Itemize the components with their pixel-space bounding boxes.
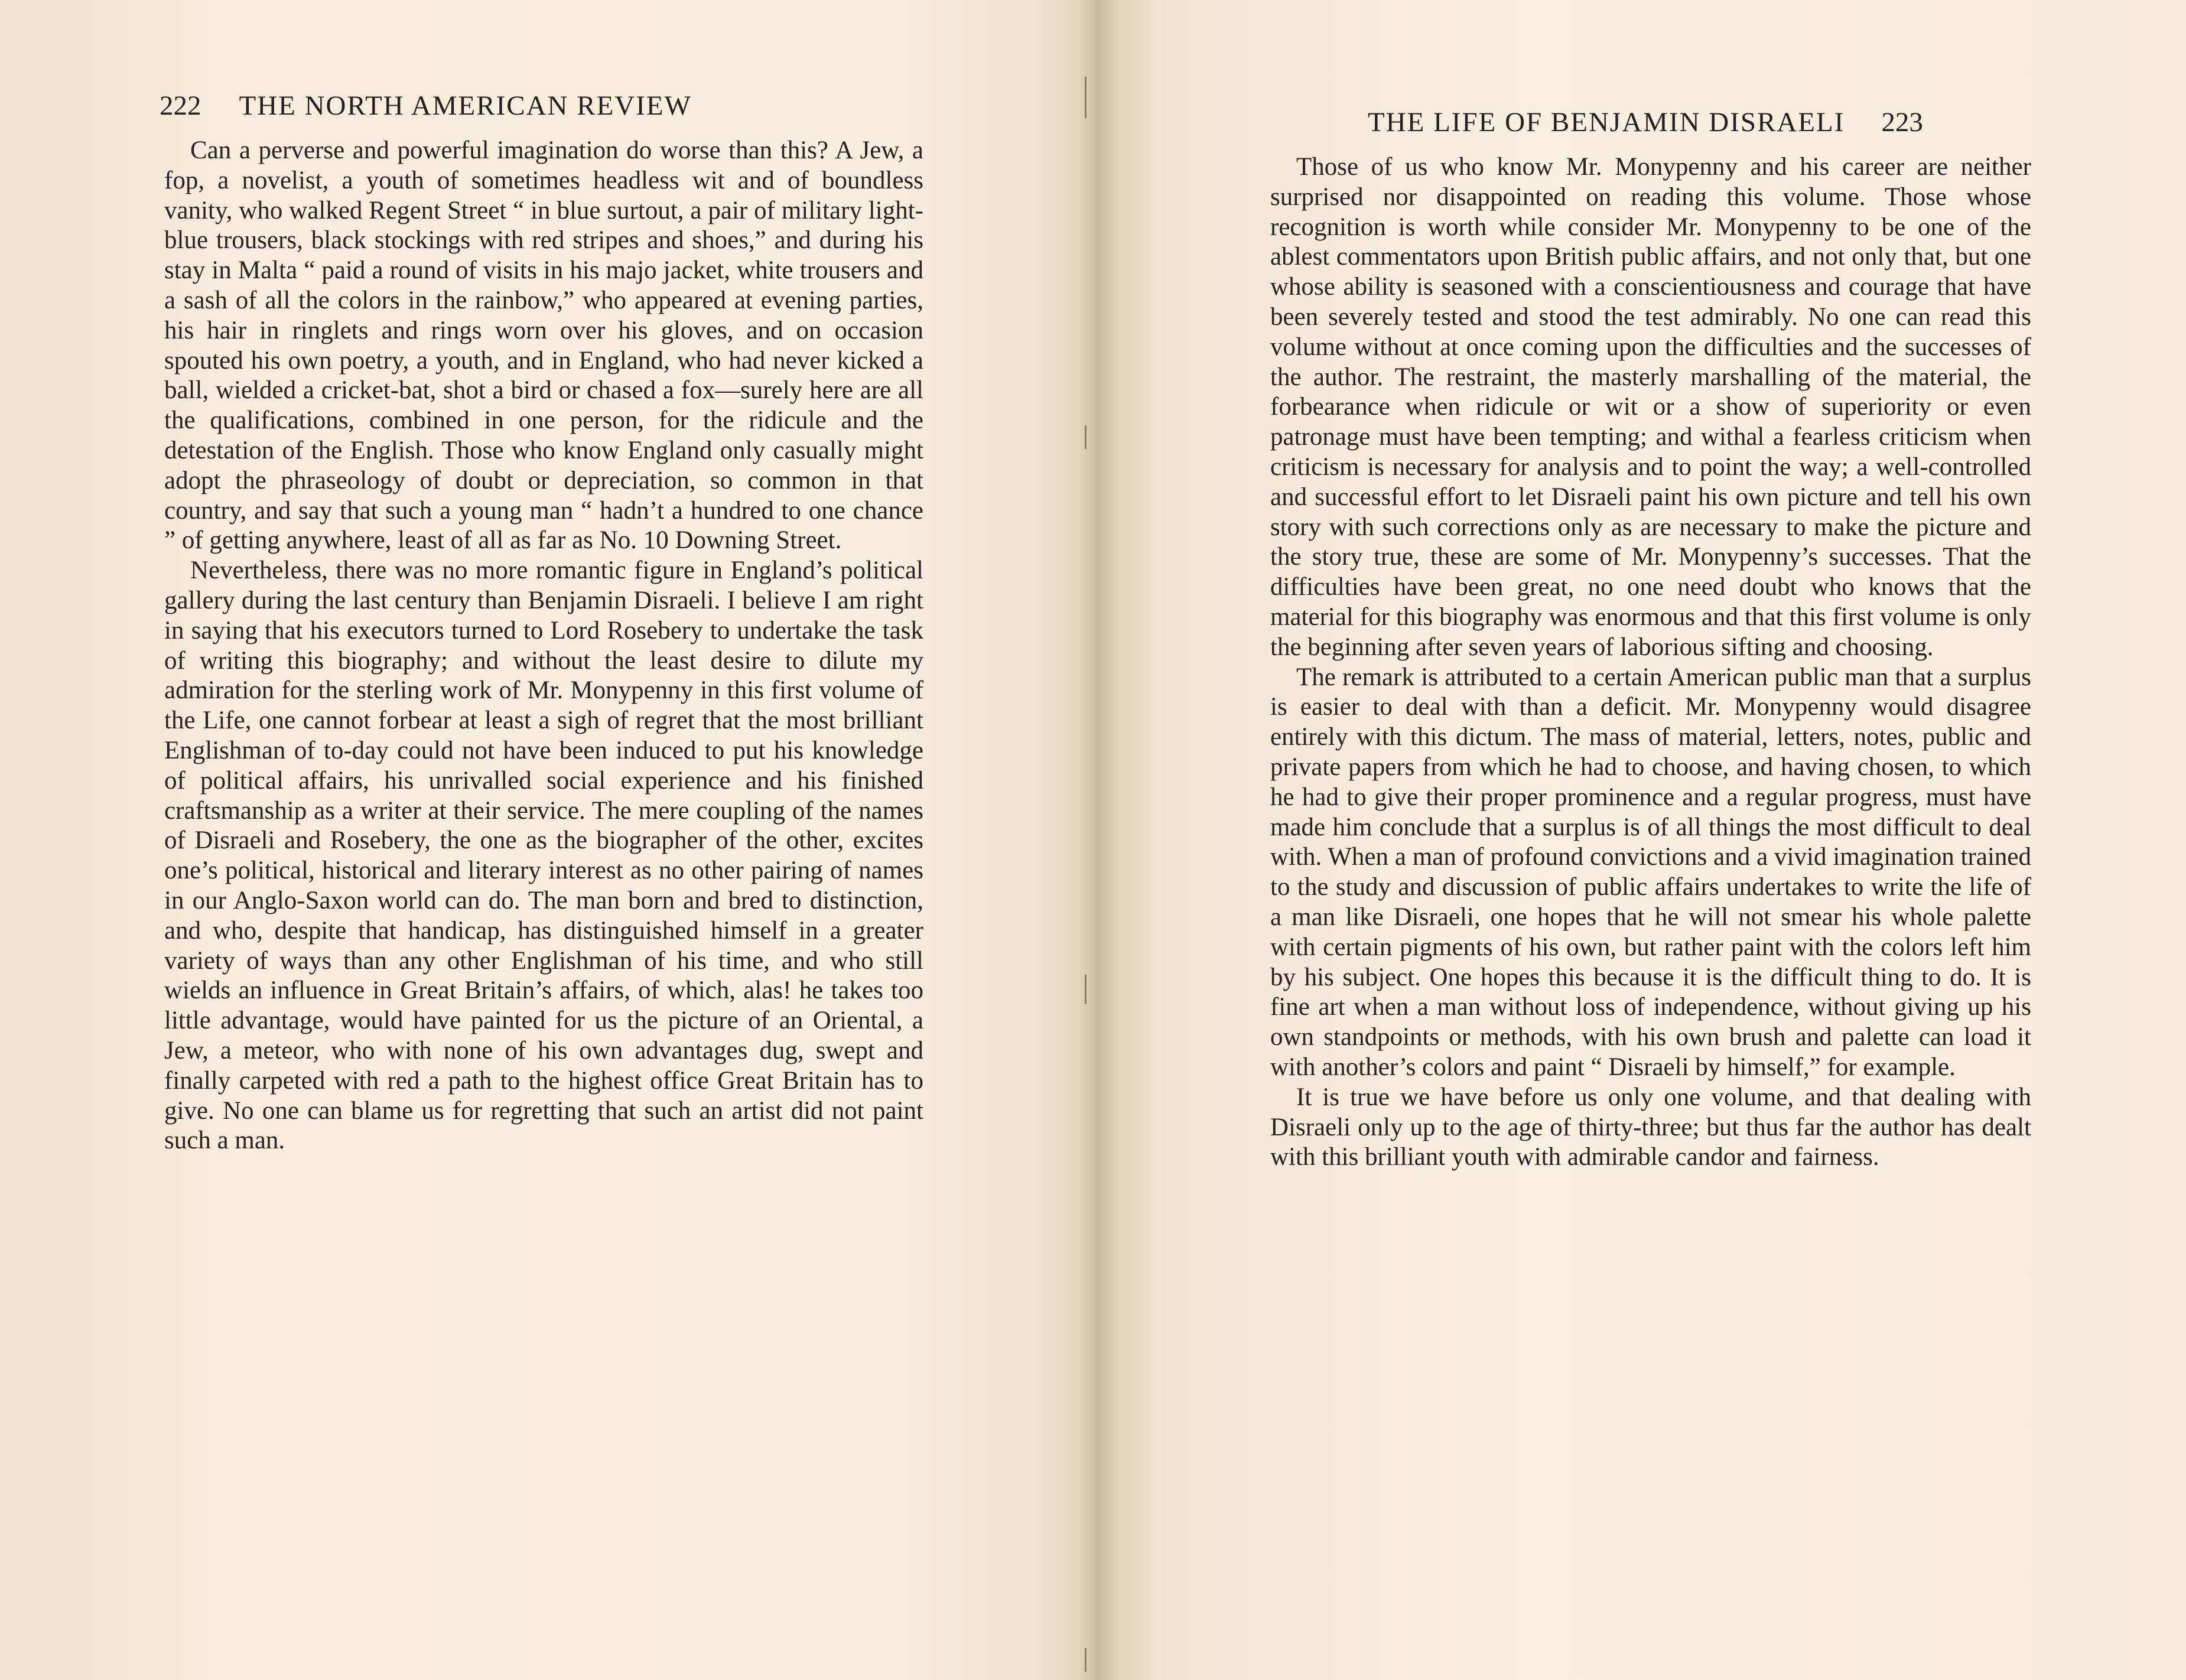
running-head-left bbox=[160, 90, 692, 122]
paragraph: Can a perverse and powerful imagination do worse than this? A Jew, a fop, a novelist, a youth of sometimes headless wit and of boundless vanity, who walked Regent Street “ in blue surtout, a pair of military light-blue trousers, black stockings with red stripes and shoes,” and during his stay in Malta “ paid a round of visits in his majo jacket, white trousers and a sash of all the colors in the rainbow,” who appeared at evening parties, his hair in ringlets and rings worn over his gloves, and on occasion spouted his own poetry, a youth, and in England, who had never kicked a ball, wielded a cricket-bat, shot a bird or chased a fox—surely here are all the qualifications, combined in one person, for the ridicule and the detestation of the English. Those who know England only casually might adopt the phraseology of doubt or depreciation, so common in that country, and say that such a young man “ hadn’t a hundred to one chance ” of getting anywhere, least of all as far as No. 10 Downing Street. bbox=[164, 136, 923, 555]
paragraph: It is true we have before us only one volume, and that dealing with Disraeli only up to the age of thirty-three; but thus far the author has dealt with this brilliant youth with admirable candor and fairness. bbox=[1270, 1083, 2031, 1171]
paragraph: Those of us who know Mr. Monypenny and his career are neither surprised nor disappointed on reading this volume. Those whose recognition is worth while consider Mr. Monypenny to be one of the ablest commentators upon British public affairs, and not only that, but one whose ability is seasoned with a conscientiousness and courage that have been severely tested and stood the test admirably. No one can read this volume without at once coming upon the difficulties and the successes of the author. The restraint, the masterly marshalling of the material, the forbearance when ridicule or wit or a show of superiority or even patronage must have been tempting; and withal a fearless criticism when criticism is necessary for analysis and to point the way; a well-controlled and successful effort to let Disraeli paint his own picture and tell his own story with such corrections only as are necessary to make the picture and the story true, these are some of Mr. Monypenny’s successes. That the difficulties have been great, no one need doubt who knows that the material for this biography was enormous and that this first volume is only the beginning after seven years of laborious sifting and choosing. bbox=[1270, 153, 2031, 661]
text-column-left bbox=[164, 136, 923, 1156]
paragraph: The remark is attributed to a certain American public man that a surplus is easier to deal with than a deficit. Mr. Monypenny would disagree entirely with this dictum. The mass of material, letters, notes, public and private papers from which he had to choose, and having chosen, to which he had to give their proper prominence and a regular progress, must have made him conclude that a surplus is of all things the most difficult to deal with. When a man of profound convictions and a vivid imagination trained to the study and discussion of public affairs undertakes to write the life of a man like Disraeli, one hopes that he will not smear his whole palette with certain pigments of his own, but rather paint with the colors left him by his subject. One hopes this because it is the difficult thing to do. It is fine art when a man without loss of independence, without giving up his own standpoints or methods, with his own brush and palette can load it with another’s colors and paint “ Disraeli by himself,” for example. bbox=[1270, 663, 2031, 1081]
gutter-shadow bbox=[1085, 77, 1087, 118]
gutter-shadow bbox=[1085, 425, 1087, 449]
page-number-left: 222 bbox=[160, 90, 201, 121]
running-head-right bbox=[1368, 106, 1923, 138]
page-number-right: 223 bbox=[1881, 107, 1923, 138]
text-column-right bbox=[1270, 152, 2031, 1173]
right-page bbox=[1087, 0, 2186, 1680]
paragraph: Nevertheless, there was no more romantic figure in England’s political gallery during the last century than Benjamin Disraeli. I believe I am right in saying that his executors turned to Lord Rosebery to undertake the task of writing this biography; and without the least desire to dilute my admiration for the sterling work of Mr. Monypenny in this first volume of the Life, one cannot forbear at least a sigh of regret that the most brilliant Englishman of to-day could not have been induced to put his knowledge of political affairs, his unrivalled social experience and his finished craftsmanship as a writer at their service. The mere coupling of the names of Disraeli and Rosebery, the one as the biographer of the other, excites one’s political, historical and literary interest as no other pairing of names in our Anglo-Saxon world can do. The man born and bred to distinction, and who, despite that handicap, has distinguished himself in a greater variety of ways than any other Englishman of his time, and who still wields an influence in Great Britain’s affairs, of which, alas! he takes too little advantage, would have painted for us the picture of an Oriental, a Jew, a meteor, who with none of his own advantages dug, swept and finally carpeted with red a path to the highest office Great Britain has to give. No one can blame us for regretting that such an artist did not paint such a man. bbox=[164, 556, 923, 1155]
left-page bbox=[0, 0, 1081, 1680]
running-head-title-right: THE LIFE OF BENJAMIN DISRAELI bbox=[1368, 107, 1845, 138]
gutter-shadow bbox=[1085, 975, 1087, 1004]
running-head-title-left: THE NORTH AMERICAN REVIEW bbox=[239, 90, 692, 121]
gutter-shadow bbox=[1085, 1648, 1087, 1672]
